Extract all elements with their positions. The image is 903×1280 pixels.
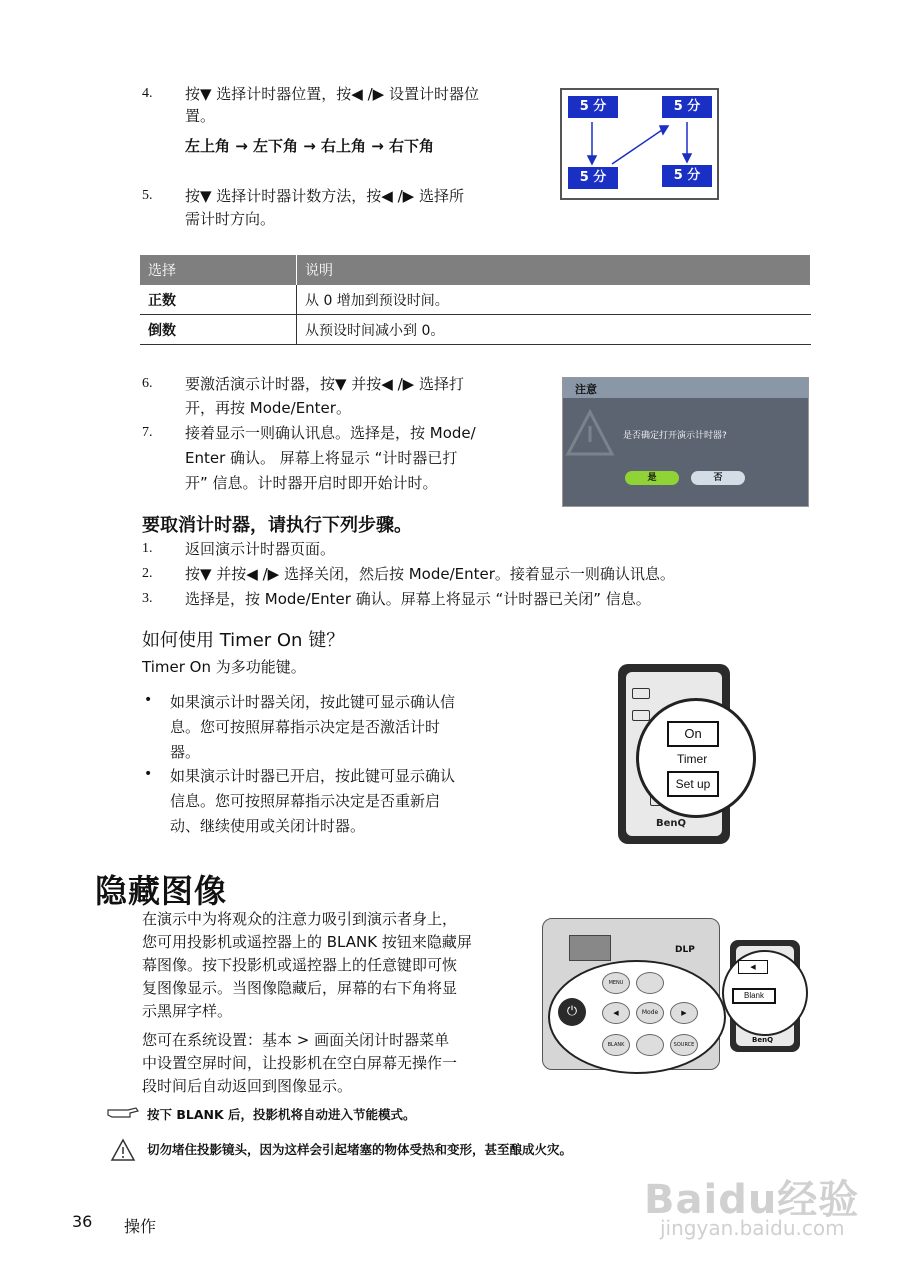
timer-on-button[interactable]: On xyxy=(667,721,719,747)
position-top-left: 5 分 xyxy=(568,96,618,118)
cancel-step-text: 按▼ 并按◀ /▶ 选择关闭，然后按 Mode/Enter。接着显示一则确认讯息。 xyxy=(185,565,675,583)
footer-section: 操作 xyxy=(124,1217,157,1236)
bullet-2-line: 动、继续使用或关闭计时器。 xyxy=(170,817,366,835)
menu-button[interactable]: MENU xyxy=(602,972,630,994)
position-top-right: 5 分 xyxy=(662,96,712,118)
hide-p2-line: 您可在系统设置：基本 > 画面关闭计时器菜单 xyxy=(142,1031,450,1049)
table-header-choice: 选择 xyxy=(140,255,297,285)
timer-key-heading: 如何使用 Timer On 键？ xyxy=(142,630,345,651)
hide-p1-line: 示黑屏字样。 xyxy=(142,1002,233,1020)
bullet-1-line: 息。您可按照屏幕指示决定是否激活计时 xyxy=(170,718,441,736)
hide-p1-line: 您可用投影机或遥控器上的 BLANK 按钮来隐藏屏 xyxy=(142,933,472,951)
position-arrows-icon xyxy=(562,90,717,198)
cancel-step-text: 返回演示计时器页面。 xyxy=(185,540,336,558)
watermark-url: jingyan.baidu.com xyxy=(660,1216,845,1240)
power-icon xyxy=(632,688,650,699)
bullet-2-line: 信息。您可按照屏幕指示决定是否重新启 xyxy=(170,792,441,810)
step-5-line1: 按▼ 选择计时器计数方法，按◀ /▶ 选择所 xyxy=(185,187,464,205)
step-6-line1: 要激活演示计时器，按▼ 并按◀ /▶ 选择打 xyxy=(185,375,464,393)
left-button[interactable]: ◀ xyxy=(602,1002,630,1024)
watermark-text: Baidu经验 xyxy=(644,1177,860,1223)
table-cell-key: 倒数 xyxy=(140,315,297,345)
table-row xyxy=(140,315,811,345)
table-cell-key: 正数 xyxy=(140,285,297,315)
step-7-line2: Enter 确认。 屏幕上将显示 “计时器已打 xyxy=(185,449,458,467)
step-4-line1: 按▼ 选择计时器位置，按◀ /▶ 设置计时器位 xyxy=(185,85,479,103)
timer-setup-button[interactable]: Set up xyxy=(667,771,719,797)
zoom-circle xyxy=(636,698,756,818)
mode-button[interactable]: Mode xyxy=(636,1002,664,1024)
remote-brand: BenQ xyxy=(656,818,687,829)
warning-note: 切勿堵住投影镜头，因为这样会引起堵塞的物体受热和变形，甚至酿成火灾。 xyxy=(147,1142,573,1157)
bullet-dot: • xyxy=(144,766,153,782)
step-4-sequence: 左上角 → 左下角 → 右上角 → 右下角 xyxy=(185,137,435,155)
step-7-line1: 接着显示一则确认讯息。选择是，按 Mode/ xyxy=(185,424,476,442)
position-bottom-left: 5 分 xyxy=(568,167,618,189)
dialog-no-button[interactable]: 否 xyxy=(691,471,745,485)
source-button[interactable]: SOURCE xyxy=(670,1034,698,1056)
timer-key-intro: Timer On 为多功能键。 xyxy=(142,658,306,676)
step-7-number: 7. xyxy=(142,425,153,440)
warning-icon xyxy=(110,1138,136,1162)
position-bottom-right: 5 分 xyxy=(662,165,712,187)
remote-left-button[interactable]: ◀ xyxy=(738,960,768,974)
hide-p2-line: 段时间后自动返回到图像显示。 xyxy=(142,1077,353,1095)
cancel-step-number: 3. xyxy=(142,591,153,606)
tip-note: 按下 BLANK 后，投影机将自动进入节能模式。 xyxy=(147,1107,416,1122)
dialog-title: 注意 xyxy=(575,383,597,396)
step-7-line3: 开” 信息。计时器开启时即开始计时。 xyxy=(185,474,438,492)
down-button[interactable] xyxy=(636,1034,664,1056)
bullet-dot: • xyxy=(144,692,153,708)
dialog-message: 是否确定打开演示计时器? xyxy=(623,431,727,441)
projector-lens-icon xyxy=(569,935,611,961)
remote-blank-button[interactable]: Blank xyxy=(732,988,776,1004)
hide-p1-line: 在演示中为将观众的注意力吸引到演示者身上， xyxy=(142,910,458,928)
cancel-step-text: 选择是，按 Mode/Enter 确认。屏幕上将显示 “计时器已关闭” 信息。 xyxy=(185,590,651,608)
cancel-step-number: 1. xyxy=(142,541,153,556)
dialog-title-bar xyxy=(563,378,808,398)
hand-pointer-icon xyxy=(106,1105,140,1121)
step-5-number: 5. xyxy=(142,188,153,203)
remote-2-zoom xyxy=(722,950,808,1036)
cancel-heading: 要取消计时器，请执行下列步骤。 xyxy=(142,515,412,536)
hide-image-title: 隐藏图像 xyxy=(95,872,228,910)
right-button[interactable]: ▶ xyxy=(670,1002,698,1024)
step-4-number: 4. xyxy=(142,86,153,101)
timer-position-diagram xyxy=(560,88,719,200)
dialog-yes-button[interactable]: 是 xyxy=(625,471,679,485)
hide-p2-line: 中设置空屏时间，让投影机在空白屏幕无操作一 xyxy=(142,1054,458,1072)
step-6-line2: 开，再按 Mode/Enter。 xyxy=(185,399,351,417)
hide-p1-line: 幕图像。按下投影机或遥控器上的任意键即可恢 xyxy=(142,956,458,974)
page-number: 36 xyxy=(72,1212,93,1231)
bullet-1-line: 器。 xyxy=(170,743,201,761)
blank-button[interactable]: BLANK xyxy=(602,1034,630,1056)
step-4-line2: 置。 xyxy=(185,107,216,125)
step-5-line2: 需计时方向。 xyxy=(185,210,276,228)
warning-triangle-icon xyxy=(565,408,615,458)
timer-label: Timer xyxy=(677,752,708,766)
remote-2-brand: BenQ xyxy=(752,1036,774,1044)
table-cell-value: 从 0 增加到预设时间。 xyxy=(297,285,811,315)
table-header-desc: 说明 xyxy=(297,255,811,285)
projector-keypad-zoom xyxy=(548,960,726,1074)
hide-p1-line: 复图像显示。当图像隐藏后，屏幕的右下角将显 xyxy=(142,979,458,997)
table-cell-value: 从预设时间减小到 0。 xyxy=(297,315,811,345)
power-button[interactable]: ⏻ xyxy=(558,998,586,1026)
dlp-logo: DLP xyxy=(675,945,695,955)
confirm-dialog xyxy=(562,377,809,507)
up-button[interactable] xyxy=(636,972,664,994)
bullet-2-line: 如果演示计时器已开启，按此键可显示确认 xyxy=(170,767,456,785)
step-6-number: 6. xyxy=(142,376,153,391)
cancel-step-number: 2. xyxy=(142,566,153,581)
table-row xyxy=(140,285,811,315)
count-method-table xyxy=(140,255,811,345)
bullet-1-line: 如果演示计时器关闭，按此键可显示确认信 xyxy=(170,693,456,711)
